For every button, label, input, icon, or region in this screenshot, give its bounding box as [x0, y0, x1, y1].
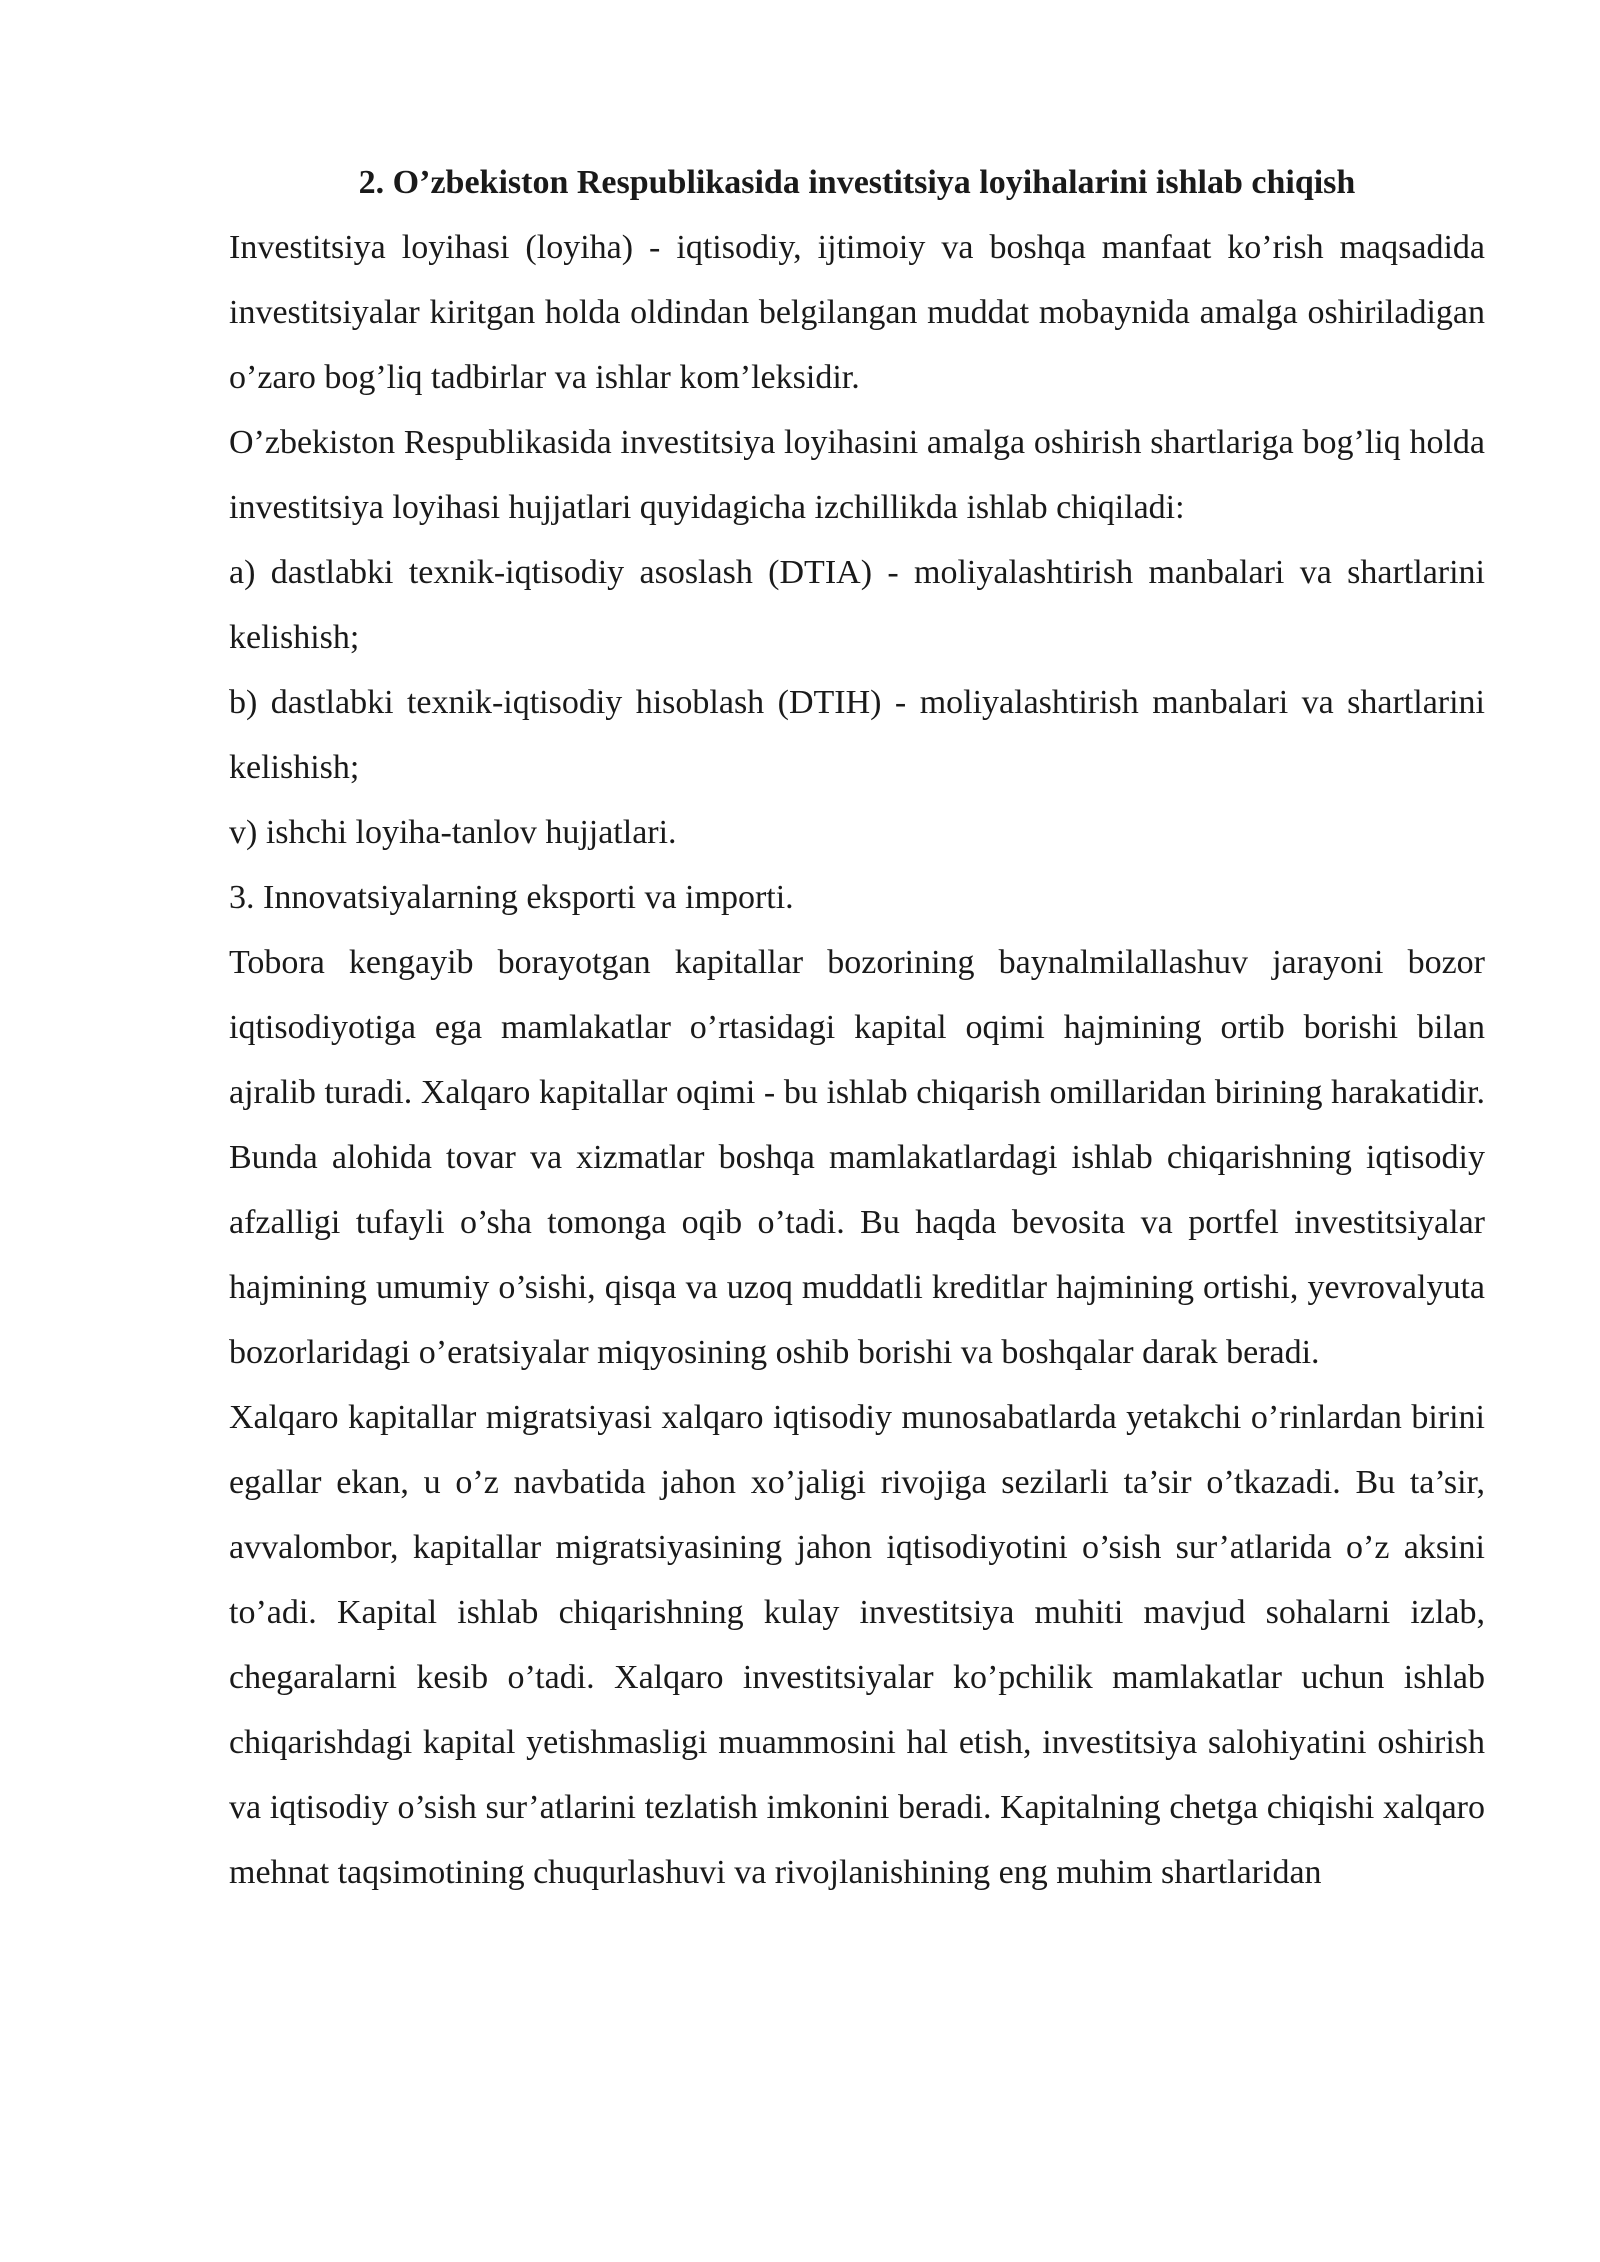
list-item-b: b) dastlabki texnik-iqtisodiy hisoblash (DTIH) - moliyalashtirish manbalari va shartlarini kelishish;: [229, 684, 1485, 786]
paragraph-capital-migration: Xalqaro kapitallar migratsiyasi xalqaro iqtisodiy munosabatlarda yetakchi o’rinlardan birini egallar ekan, u o’z navbatida jahon xo’jaligi rivojiga sezilarli ta’sir o’tkazadi. Bu ta’sir, avvalombor, kapitallar migratsiyasining jahon iqtisodiyotini o’sish sur’atlarida o’z aksini to’adi. Kapital ishlab chiqarishning kulay investitsiya muhiti mavjud sohalarni izlab, chegaralarni kesib o’tadi. Xalqaro investitsiyalar ko’pchilik mamlakatlar uchun ishlab chiqarishdagi kapital yetishmasligi muammosini hal etish, investitsiya salohiyatini oshirish va iqtisodiy o’sish sur’atlarini tezlatish imkonini beradi. Kapitalning chetga chiqishi xalqaro mehnat taqsimotining chuqurlashuvi va rivojlanishining eng muhim shartlaridan: [229, 1399, 1485, 1891]
paragraph-capital-markets: Tobora kengayib borayotgan kapitallar bozorining baynalmilallashuv jarayoni bozor iqtisodiyotiga ega mamlakatlar o’rtasidagi kapital oqimi hajmining ortib borishi bilan ajralib turadi. Xalqaro kapitallar oqimi - bu ishlab chiqarish omillaridan birining harakatidir. Bunda alohida tovar va xizmatlar boshqa mamlakatlardagi ishlab chiqarishning iqtisodiy afzalligi tufayli o’sha tomonga oqib o’tadi. Bu haqda bevosita va portfel investitsiyalar hajmining umumiy o’sishi, qisqa va uzoq muddatli kreditlar hajmining ortishi, yevrovalyuta bozorlaridagi o’eratsiyalar miqyosining oshib borishi va boshqalar darak beradi.: [229, 944, 1485, 1371]
paragraph-sequence-intro: O’zbekiston Respublikasida investitsiya loyihasini amalga oshirish shartlariga bog’liq holda investitsiya loyihasi hujjatlari quyidagicha izchillikda ishlab chiqiladi:: [229, 424, 1485, 526]
document-page: [229, 150, 1485, 1905]
section-heading-3: 3. Innovatsiyalarning eksporti va importi.: [229, 879, 794, 916]
list-item-a: a) dastlabki texnik-iqtisodiy asoslash (DTIA) - moliyalashtirish manbalari va shartlarini kelishish;: [229, 554, 1485, 656]
paragraph-definition: Investitsiya loyihasi (loyiha) - iqtisodiy, ijtimoiy va boshqa manfaat ko’rish maqsadida investitsiyalar kiritgan holda oldindan belgilangan muddat mobaynida amalga oshiriladigan o’zaro bog’liq tadbirlar va ishlar kom’leksidir.: [229, 229, 1485, 396]
section-title: 2. O’zbekiston Respublikasida investitsiya loyihalarini ishlab chiqish: [358, 164, 1356, 201]
list-item-v: v) ishchi loyiha-tanlov hujjatlari.: [229, 814, 677, 851]
